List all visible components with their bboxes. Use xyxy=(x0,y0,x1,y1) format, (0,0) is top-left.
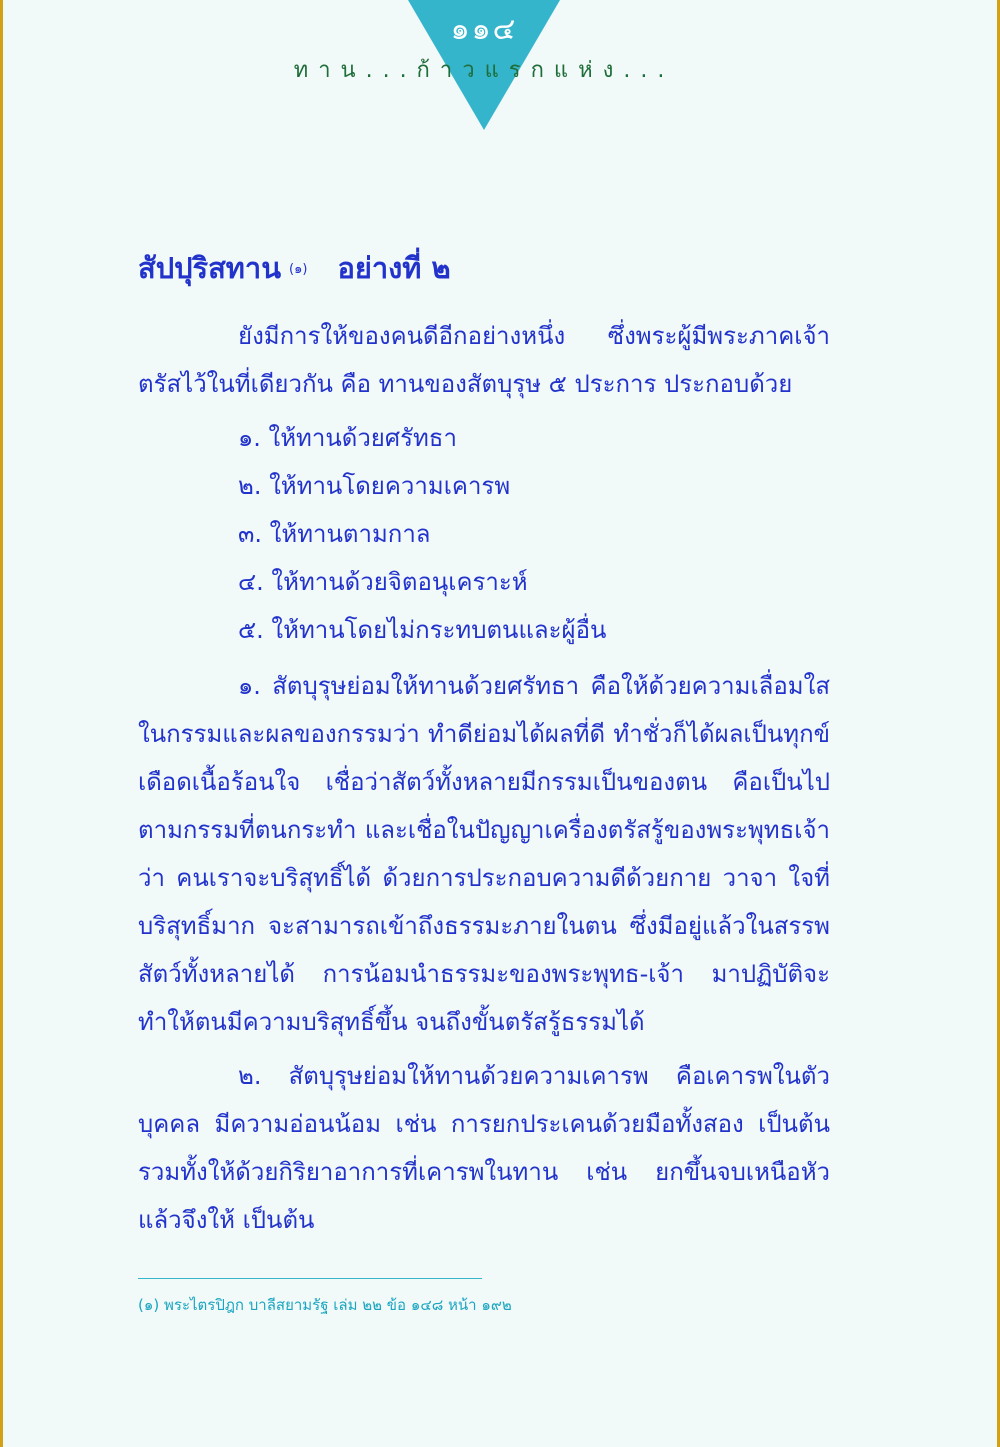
list-item: ๓. ให้ทานตามกาล xyxy=(238,520,431,548)
paragraph-respect: ๒. สัตบุรุษย่อมให้ทานด้วยความเคารพ คือเคารพในตัวบุคคล มีความอ่อนน้อม เช่น การยกประเคนด้วยมือทั้งสอง เป็นต้น รวมทั้งให้ด้วยกิริยาอาการที่เคารพในทาน เช่น ยกขึ้นจบเหนือหัว แล้วจึงให้ เป็นต้น xyxy=(138,1062,830,1234)
footnote-reference: (๑) xyxy=(289,262,308,277)
body-text xyxy=(138,312,830,1250)
section-subtitle: อย่างที่ ๒ xyxy=(337,251,451,285)
footnote-divider xyxy=(138,1278,482,1279)
list-item: ๒. ให้ทานโดยความเคารพ xyxy=(238,472,511,500)
running-title: ทาน...ก้าวแรกแห่ง... xyxy=(293,58,675,83)
section-heading xyxy=(138,246,838,290)
list-item: ๕. ให้ทานโดยไม่กระทบตนและผู้อื่น xyxy=(238,616,607,644)
paragraph-faith: ๑. สัตบุรุษย่อมให้ทานด้วยศรัทธา คือให้ด้วยความเลื่อมใสในกรรมและผลของกรรมว่า ทำดีย่อมได้ผลที่ดี ทำชั่วก็ได้ผลเป็นทุกข์ เดือดเนื้อร้อนใจ เชื่อว่าสัตว์ทั้งหลายมีกรรมเป็นของตน คือเป็นไปตามกรรมที่ตนกระทำ และเชื่อในปัญญาเครื่องตรัสรู้ของพระพุทธเจ้าว่า คนเราจะบริสุทธิ์ได้ ด้วยการประกอบความดีด้วยกาย วาจา ใจที่บริสุทธิ์มาก จะสามารถเข้าถึงธรรมะภายในตน ซึ่งมีอยู่แล้วในสรรพสัตว์ทั้งหลายได้ การน้อมนำธรรมะของพระพุทธ-เจ้า มาปฏิบัติจะทำให้ตนมีความบริสุทธิ์ขึ้น จนถึงขั้นตรัสรู้ธรรมได้ xyxy=(138,672,830,1036)
section-title: สัปปุริสทาน xyxy=(138,251,282,285)
list-item: ๔. ให้ทานด้วยจิตอนุเคราะห์ xyxy=(238,568,528,596)
five-qualities-list xyxy=(138,414,830,654)
footnote: (๑) พระไตรปิฎก บาลีสยามรัฐ เล่ม ๒๒ ข้อ ๑๔๘ หน้า ๑๙๒ xyxy=(138,1296,512,1314)
list-item: ๑. ให้ทานด้วยศรัทธา xyxy=(238,424,457,452)
page-number: ๑๑๔ xyxy=(450,12,518,47)
intro-paragraph: ยังมีการให้ของคนดีอีกอย่างหนึ่ง ซึ่งพระผู้มีพระภาคเจ้าตรัสไว้ในที่เดียวกัน คือ ทานของสัตบุรุษ ๕ ประการ ประกอบด้วย xyxy=(138,322,830,398)
